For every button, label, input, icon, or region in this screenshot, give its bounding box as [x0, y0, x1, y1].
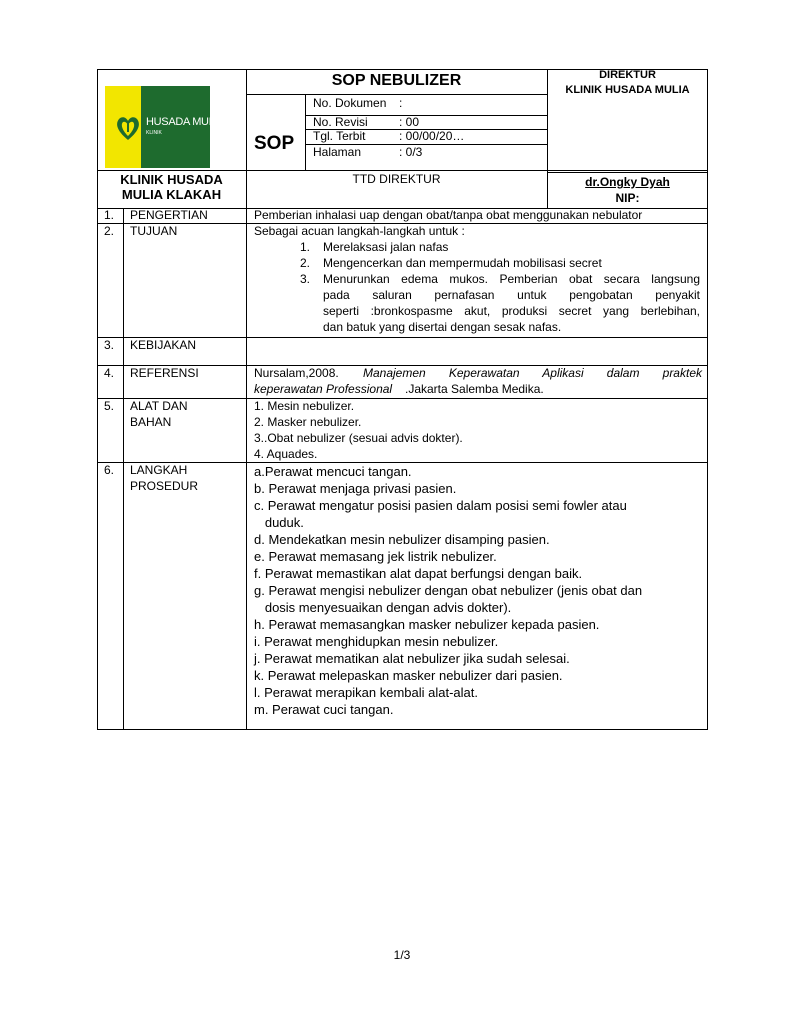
meta-revisi-label: No. Revisi	[313, 115, 368, 129]
heart-leaf-icon	[113, 112, 143, 142]
ttd-direktur: TTD DIREKTUR	[352, 172, 441, 186]
meta-dokumen-value: :	[399, 96, 403, 110]
procedure-step: a.Perawat mencuci tangan.	[254, 464, 412, 479]
procedure-steps	[254, 463, 704, 718]
list-item-line: pada saluran pernafasan untuk pengobatan penyakit	[323, 288, 700, 302]
meta-terbit-label: Tgl. Terbit	[313, 129, 366, 143]
clinic-logo	[105, 86, 225, 168]
referensi-title-line2: keperawatan Professional	[254, 382, 393, 396]
row-label: PROSEDUR	[130, 479, 199, 493]
meta-halaman-value: : 0/3	[399, 145, 423, 159]
procedure-step: dosis menyesuaikan dengan advis dokter).	[254, 600, 512, 615]
list-item: 3..Obat nebulizer (sesuai advis dokter).	[254, 431, 463, 445]
grid-line	[123, 208, 124, 730]
grid-line	[97, 398, 708, 399]
list-item: Mengencerkan dan mempermudah mobilisasi secret	[323, 256, 602, 270]
grid-line	[246, 69, 247, 730]
document-title: SOP NEBULIZER	[331, 72, 462, 89]
row-label: ALAT DAN	[130, 399, 188, 413]
clinic-name-line1: KLINIK HUSADA	[120, 172, 223, 187]
procedure-step: c. Perawat mengatur posisi pasien dalam posisi semi fowler atau	[254, 498, 627, 513]
list-item-line: dan batuk yang disertai dengan sesak nafas.	[323, 320, 562, 334]
row-label: TUJUAN	[130, 224, 178, 238]
meta-revisi-value: : 00	[399, 115, 420, 129]
referensi-author: Nursalam,2008.	[254, 366, 339, 380]
list-item-number: 3.	[300, 272, 311, 286]
row-number: 3.	[104, 338, 115, 352]
row-label: REFERENSI	[130, 366, 199, 380]
tujuan-intro: Sebagai acuan langkah-langkah untuk :	[254, 224, 465, 238]
pengertian-text: Pemberian inhalasi uap dengan obat/tanpa obat menggunakan nebulator	[254, 208, 643, 222]
sop-label: SOP	[254, 133, 295, 154]
list-item-number: 2.	[300, 256, 311, 270]
row-label: LANGKAH	[130, 463, 188, 477]
direktur-title: DIREKTUR	[599, 69, 656, 81]
grid-line	[305, 94, 306, 170]
meta-halaman-label: Halaman	[313, 145, 362, 159]
row-number: 6.	[104, 463, 115, 477]
list-item-line: seperti :bronkospasme akut, produksi secret yang berlebihan,	[323, 304, 700, 318]
page-number: 1/3	[393, 948, 411, 962]
grid-line	[246, 94, 547, 95]
row-label: BAHAN	[130, 415, 172, 429]
grid-line	[547, 172, 708, 173]
nip-label: NIP:	[615, 191, 640, 205]
procedure-step: d. Mendekatkan mesin nebulizer disamping pasien.	[254, 532, 550, 547]
direktur-org: KLINIK HUSADA MULIA	[565, 84, 690, 96]
procedure-step: g. Perawat mengisi nebulizer dengan obat nebulizer (jenis obat dan	[254, 583, 643, 598]
meta-dokumen-label: No. Dokumen	[313, 96, 387, 110]
meta-terbit-value: : 00/00/20…	[399, 129, 465, 143]
row-number: 4.	[104, 366, 115, 380]
procedure-step: duduk.	[254, 515, 304, 530]
clinic-name-line2: MULIA KLAKAH	[121, 187, 222, 202]
procedure-step: k. Perawat melepaskan masker nebulizer dari pasien.	[254, 668, 563, 683]
procedure-step: e. Perawat memasang jek listrik nebulizer.	[254, 549, 497, 564]
logo-text: HUSADA MULIA	[146, 116, 225, 128]
procedure-step: f. Perawat memastikan alat dapat berfungsi dengan baik.	[254, 566, 583, 581]
procedure-step: l. Perawat merapikan kembali alat-alat.	[254, 685, 478, 700]
row-label: KEBIJAKAN	[130, 338, 197, 352]
procedure-step: h. Perawat memasangkan masker nebulizer kepada pasien.	[254, 617, 600, 632]
procedure-step: b. Perawat menjaga privasi pasien.	[254, 481, 457, 496]
list-item-line: Menurunkan edema mukos. Pemberian obat secara langsung	[323, 272, 700, 286]
list-item: 4. Aquades.	[254, 447, 318, 461]
procedure-step: j. Perawat mematikan alat nebulizer jika sudah selesai.	[254, 651, 570, 666]
list-item: 2. Masker nebulizer.	[254, 415, 362, 429]
doctor-name: dr.Ongky Dyah	[585, 175, 670, 189]
procedure-step: m. Perawat cuci tangan.	[254, 702, 394, 717]
list-item: Merelaksasi jalan nafas	[323, 240, 449, 254]
procedure-step: i. Perawat menghidupkan mesin nebulizer.	[254, 634, 499, 649]
row-label: PENGERTIAN	[130, 208, 208, 222]
list-item: 1. Mesin nebulizer.	[254, 399, 355, 413]
row-number: 1.	[104, 208, 115, 222]
referensi-title-line1: Manajemen Keperawatan Aplikasi dalam praktek	[363, 366, 702, 380]
logo-subtext: KLINIK	[146, 130, 162, 136]
referensi-publisher: .Jakarta Salemba Medika.	[405, 382, 544, 396]
list-item-number: 1.	[300, 240, 311, 254]
row-number: 5.	[104, 399, 115, 413]
row-number: 2.	[104, 224, 115, 238]
